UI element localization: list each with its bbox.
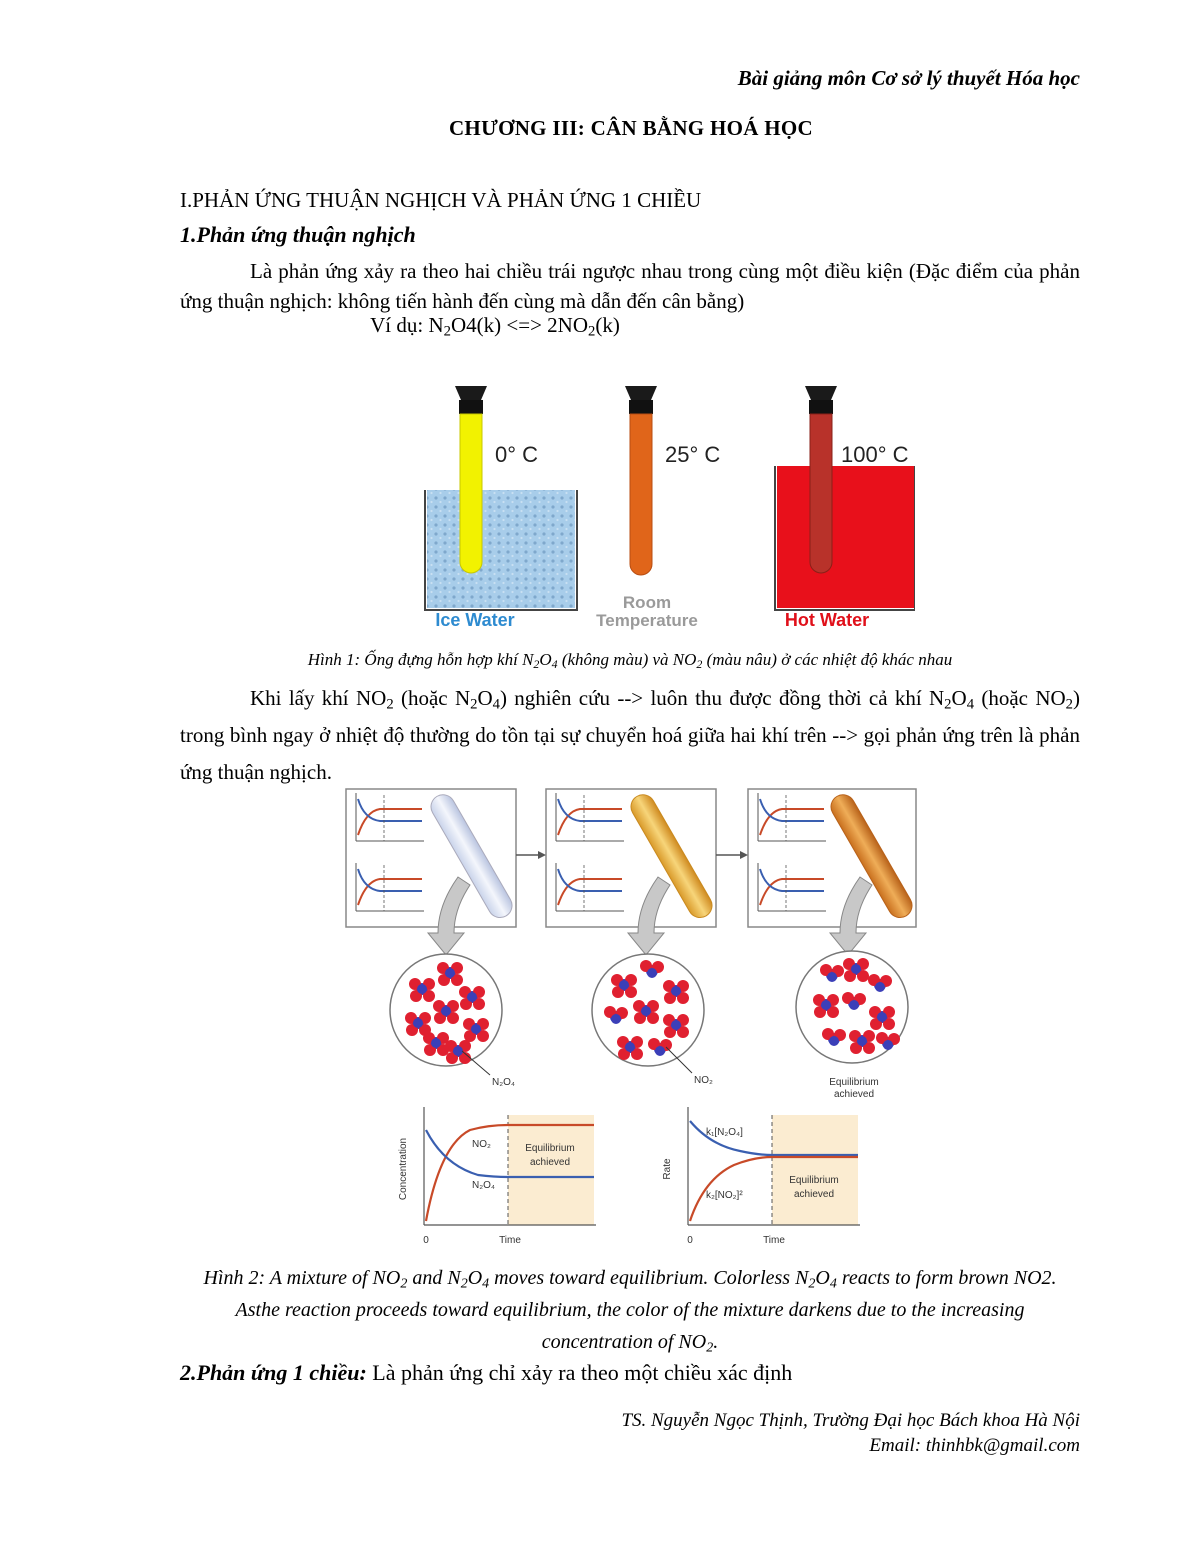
example-equation: Ví dụ: $N_2O4(k)$ <=> $2NO_2(k)$ — [370, 313, 620, 340]
tube-cold — [425, 386, 577, 610]
tube-hot-temp: 100° C — [841, 442, 909, 467]
graph-left-xlabel: Time — [499, 1235, 521, 1246]
section-heading: I.PHẢN ỨNG THUẬN NGHỊCH VÀ PHẢN ỨNG 1 CHIỀU — [180, 188, 702, 212]
graph-left-box-2: achieved — [529, 1157, 571, 1168]
graph-left-no2: NO₂ — [472, 1139, 491, 1150]
panel-stage-1 — [346, 789, 516, 927]
subsection-one-way — [180, 1360, 792, 1386]
figure1-caption: Hình 1: Ống đựng hỗn hợp khí $N_2O_4$ (không màu) và $NO_2$ (màu nâu) ở các nhiệt độ khác nhau — [307, 650, 953, 671]
molecules-stage-1 — [390, 954, 502, 1075]
molecules-stage-3 — [796, 951, 908, 1063]
footer-email: Email: thinhbk@gmail.com — [869, 1435, 1080, 1456]
tube-room-temp: 25° C — [665, 442, 721, 467]
molecule-label-eq-2: achieved — [833, 1089, 875, 1100]
graph-right-k2: k₂[NO₂]² — [706, 1190, 743, 1201]
graph-right-xlabel: Time — [763, 1235, 785, 1246]
graph-left-box-1: Equilibrium — [525, 1143, 575, 1154]
subsection-one-way-text: Là phản ứng chỉ xảy ra theo một chiều xác định — [366, 1360, 793, 1385]
tube-hot-label: Hot Water — [784, 610, 870, 630]
graph-left-origin: 0 — [423, 1235, 429, 1246]
graph-left-n2o4: N₂O₄ — [472, 1180, 495, 1191]
graph-left-ylabel: Concentration — [398, 1137, 409, 1201]
tube-room — [625, 386, 657, 575]
figure-equilibrium — [340, 785, 920, 1250]
reversible-definition — [180, 256, 1080, 316]
graph-concentration — [424, 1107, 596, 1225]
reversible-definition-text: Là phản ứng xảy ra theo hai chiều trái ngược nhau trong cùng một điều kiện (Đặc điểm của phản ứng thuận nghịch: không tiến hành đến cùng mà dẫn đến cân bằng) — [180, 259, 1080, 313]
reversible-explanation: Khi lấy khí $NO_2$ (hoặc $N_2O_4$) nghiên cứu --> luôn thu được đồng thời cả khí $N_2O_4$ (hoặc $NO_2$) trong bình ngay ở nhiệt độ thường do tồn tại sự chuyển hoá giữa hai khí trên --> gọi phản ứng trên là phản ứng thuận nghịch. — [180, 686, 1080, 784]
subsection-one-way-heading: 2.Phản ứng 1 chiều: — [180, 1360, 367, 1385]
page-header: Bài giảng môn Cơ sở lý thuyết Hóa học — [737, 66, 1080, 90]
panel-stage-2 — [546, 789, 716, 927]
graph-right-box-2: achieved — [793, 1189, 835, 1200]
graph-right-ylabel: Rate — [662, 1158, 673, 1180]
graph-right-origin: 0 — [687, 1235, 693, 1246]
molecule-label-no2: NO₂ — [694, 1075, 713, 1086]
graph-rate — [688, 1107, 860, 1225]
chapter-title: CHƯƠNG III: CÂN BẰNG HOÁ HỌC — [448, 116, 814, 140]
graph-right-box-1: Equilibrium — [789, 1175, 839, 1186]
panel-stage-3 — [748, 789, 916, 927]
tube-room-label-2: Temperature — [596, 611, 698, 630]
molecule-label-n2o4: N₂O₄ — [492, 1077, 515, 1088]
tube-cold-temp: 0° C — [495, 442, 539, 467]
figure2-caption: Hình 2: A mixture of $NO_2$ and $N_2O_4$ moves toward equilibrium. Colorless $N_2O_4$ reacts to form brown NO2. Asthe reaction proceeds toward equilibrium, the color of the mixture darkens due to the increasing concentration of $NO_2$. — [203, 1267, 1057, 1356]
tube-hot — [775, 386, 915, 610]
molecule-label-eq-1: Equilibrium — [829, 1077, 879, 1088]
tube-cold-label: Ice Water — [435, 610, 515, 630]
figure-test-tubes — [415, 378, 915, 638]
footer-author: TS. Nguyễn Ngọc Thịnh, Trường Đại học Bách khoa Hà Nội — [621, 1410, 1080, 1431]
molecules-stage-2 — [592, 954, 704, 1073]
subsection-heading-reversible: 1.Phản ứng thuận nghịch — [180, 222, 416, 247]
graph-right-k1: k₁[N₂O₄] — [706, 1127, 743, 1138]
tube-room-label-1: Room — [622, 593, 672, 612]
